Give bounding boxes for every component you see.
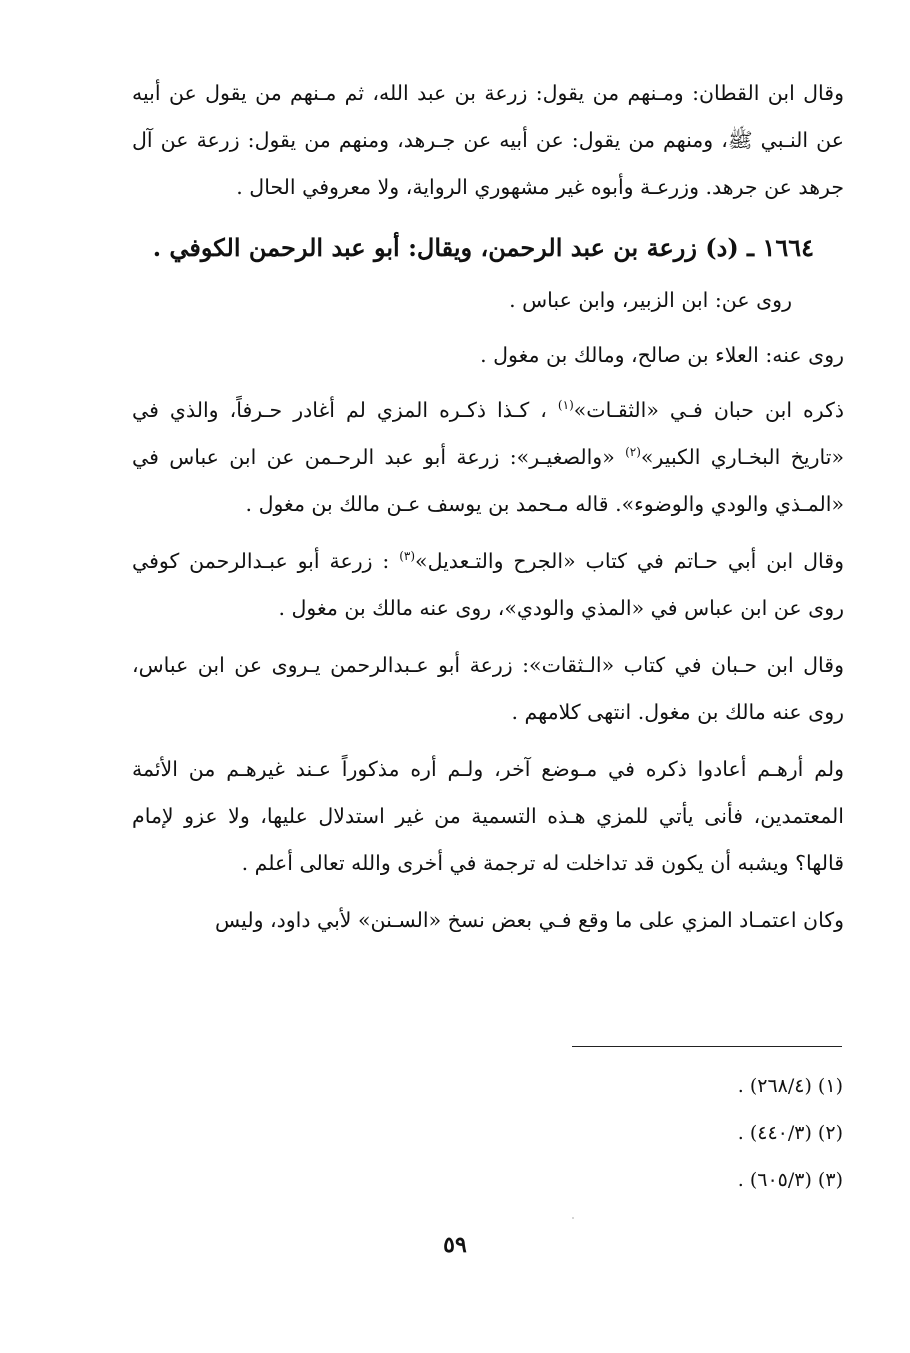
scan-speck xyxy=(572,1217,574,1219)
page-number: ٥٩ xyxy=(443,1232,467,1258)
footnote-separator xyxy=(572,1046,842,1047)
narrated-by: روى عنه: العلاء بن صالح، ومالك بن مغول . xyxy=(480,343,844,367)
footnote-1: (١) (٢٦٨/٤) . xyxy=(737,1075,843,1097)
entry-heading: ١٦٦٤ ـ (د) زرعة بن عبد الرحمن، ويقال: أبو عبد الرحمن الكوفي . xyxy=(152,233,814,262)
footnote-ref-3: (٣) xyxy=(399,549,416,564)
paragraph-text: ذكره ابن حبان فـي «الثقـات» xyxy=(573,398,844,422)
footnote-ref-2: (٢) xyxy=(625,445,641,460)
footnotes xyxy=(560,1063,843,1204)
narrated-from: روى عن: ابن الزبير، وابن عباس . xyxy=(509,288,792,312)
paragraph-text: : زرعة أبو عبـدالرحمن كوفي روى عن ابن عباس في «المذي والودي»، روى عنه مالك بن مغول . xyxy=(132,549,844,620)
paragraph-continuation: وكان اعتمـاد المزي على ما وقع فـي بعض نسخ «السـنن» لأبي داود، وليس xyxy=(215,908,844,932)
paragraph-ibn-hibban-mention xyxy=(132,387,844,528)
page-body xyxy=(132,70,844,944)
paragraph-text: «والصغيـر»: زرعة أبو عبد الرحـمن عن ابن عباس في «المـذي والودي والوضوء». قاله مـحمد بن يوسف عـن مالك بن مغول . xyxy=(132,445,844,516)
footnote-2: (٢) (٤٤٠/٣) . xyxy=(737,1122,843,1144)
paragraph-ibn-abi-hatim xyxy=(132,538,844,632)
footnote-ref-1: (١) xyxy=(557,398,574,413)
paragraph-ibn-al-qattan: وقال ابن القطان: ومـنهم من يقول: زرعة بن عبد الله، ثم مـنهم من يقول عن أبيه عن النـبي ﷺ، ومنهم من يقول: عن أبيه عن جـرهد، ومنهم من يقول: زرعة عن آل جرهد عن جرهد. وزرعـة وأبوه غير مشهوري الرواية، ولا معروفي الحال . xyxy=(132,81,844,199)
paragraph-conclusion: ولم أرهـم أعادوا ذكره في مـوضع آخر، ولـم أره مذكوراً عـند غيرهـم من الأئمة المعتمدين، فأنى يأتي للمزي هـذه التسمية من غير استدلال عليها، ولا عزو لإمام قالها؟ ويشبه أن يكون قد تداخلت له ترجمة في أخرى والله تعالى أعلم . xyxy=(132,757,844,875)
footnote-3: (٣) (٦٠٥/٣) . xyxy=(737,1169,843,1191)
paragraph-text: وقال ابن أبي حـاتم في كتاب «الجرح والتـعديل» xyxy=(415,549,844,573)
paragraph-text: ، كـذا ذكـره المزي لم أغادر حـرفاً، والذي في «تاريخ البخـاري الكبير» xyxy=(132,398,844,469)
paragraph-ibn-hibban-thiqat: وقال ابن حـبان في كتاب «الـثقات»: زرعة أبو عـبدالرحمن يـروى عن ابن عباس، روى عنه مالك بن مغول. انتهى كلامهم . xyxy=(132,653,844,724)
